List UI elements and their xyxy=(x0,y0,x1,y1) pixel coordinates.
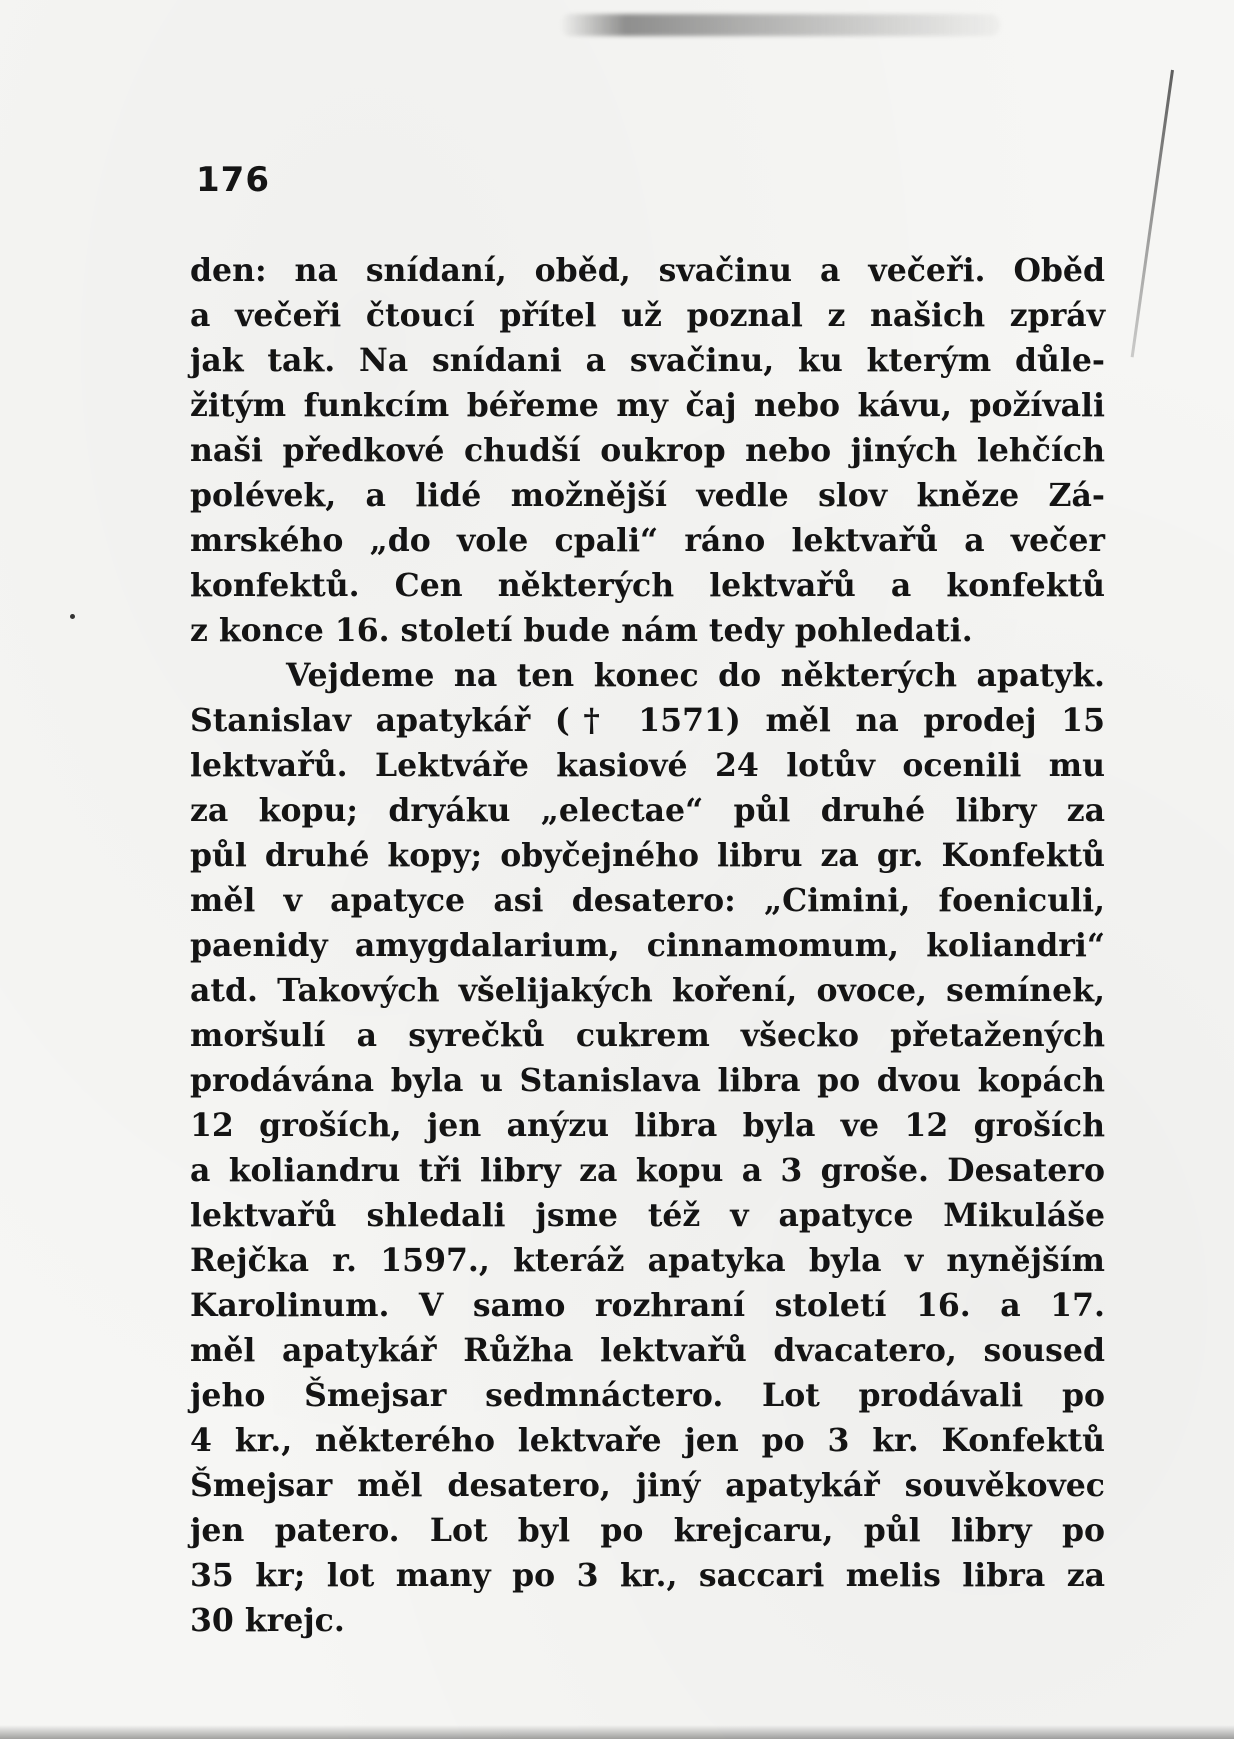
text-line: jak tak. Na snídani a svačinu, ku kterým důle- xyxy=(190,342,1105,379)
ink-speck xyxy=(70,614,75,619)
text-line: za kopu; dryáku „electae“ půl druhé libry za xyxy=(190,792,1105,829)
text-line: konfektů. Cen některých lektvařů a konfektů xyxy=(190,567,1105,604)
page-bottom-shadow xyxy=(0,1725,1234,1739)
body-text xyxy=(190,248,1105,1643)
page-number: 176 xyxy=(196,160,270,200)
text-line: jeho Šmejsar sedmnáctero. Lot prodávali po xyxy=(190,1377,1105,1414)
text-line: a večeři čtoucí přítel už poznal z našich zpráv xyxy=(190,297,1105,334)
text-line: z konce 16. století bude nám tedy pohledati. xyxy=(190,612,973,649)
text-line: 35 kr; lot many po 3 kr., saccari melis libra za xyxy=(190,1557,1105,1594)
text-line: Stanislav apatykář († 1571) měl na prodej 15 xyxy=(190,702,1105,739)
text-line: Vejdeme na ten konec do některých apatyk. xyxy=(286,657,1105,694)
text-line: jen patero. Lot byl po krejcaru, půl libry po xyxy=(190,1512,1105,1549)
text-line: naši předkové chudší oukrop nebo jiných lehčích xyxy=(190,432,1105,469)
text-line: paenidy amygdalarium, cinnamomum, koliandri“ xyxy=(190,927,1105,964)
text-line: polévek, a lidé možnější vedle slov kněze Zá- xyxy=(190,477,1105,514)
text-line: měl v apatyce asi desatero: „Cimini, foeniculi, xyxy=(190,882,1105,919)
text-line: mrského „do vole cpali“ ráno lektvařů a večer xyxy=(190,522,1105,559)
text-line: moršulí a syrečků cukrem všecko přetažených xyxy=(190,1017,1105,1054)
text-line: 4 kr., některého lektvaře jen po 3 kr. Konfektů xyxy=(190,1422,1105,1459)
page-crease xyxy=(1131,70,1174,358)
text-line: lektvařů. Lektváře kasiové 24 lotův ocenili mu xyxy=(190,747,1105,784)
text-line: atd. Takových všelijakých koření, ovoce, semínek, xyxy=(190,972,1105,1009)
text-line: půl druhé kopy; obyčejného libru za gr. Konfektů xyxy=(190,837,1105,874)
scan-smudge xyxy=(560,14,1000,36)
text-line: lektvařů shledali jsme též v apatyce Mikuláše xyxy=(190,1197,1105,1234)
text-line: Rejčka r. 1597., kteráž apatyka byla v nynějším xyxy=(190,1242,1105,1279)
text-line: a koliandru tři libry za kopu a 3 groše. Desatero xyxy=(190,1152,1105,1189)
text-line: 12 groších, jen anýzu libra byla ve 12 groších xyxy=(190,1107,1105,1144)
text-line: měl apatykář Růžha lektvařů dvacatero, soused xyxy=(190,1332,1105,1369)
text-line: den: na snídaní, oběd, svačinu a večeři. Oběd xyxy=(190,252,1105,289)
text-line: Karolinum. V samo rozhraní století 16. a 17. xyxy=(190,1287,1105,1324)
text-line: Šmejsar měl desatero, jiný apatykář souvěkovec xyxy=(190,1467,1105,1504)
text-line: prodávána byla u Stanislava libra po dvou kopách xyxy=(190,1062,1105,1099)
text-line: žitým funkcím béřeme my čaj nebo kávu, požívali xyxy=(190,387,1105,424)
text-line: 30 krejc. xyxy=(190,1602,345,1639)
